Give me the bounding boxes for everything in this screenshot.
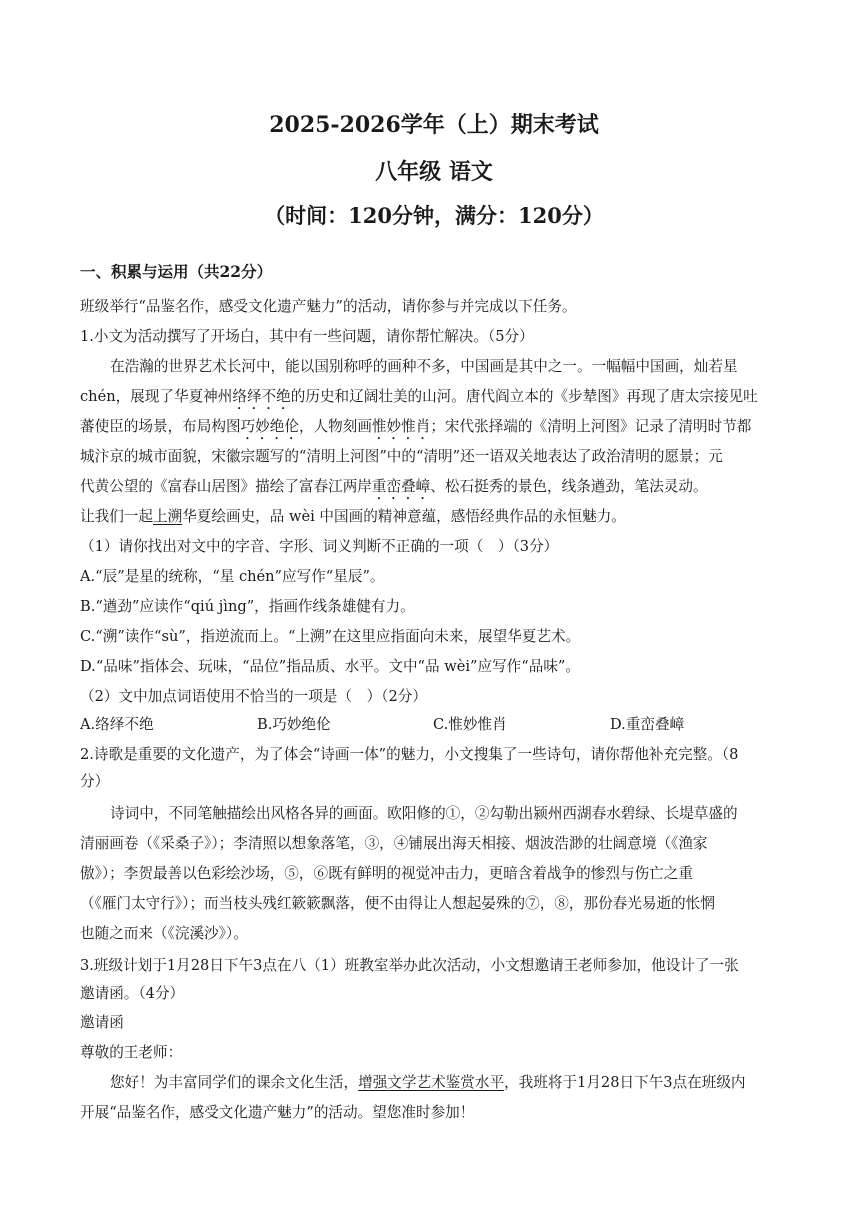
invitation-title: 邀请函 xyxy=(80,1014,124,1031)
sub-question-2-option-b: B.巧妙绝伦 xyxy=(257,716,331,733)
activity-intro: 班级举行“品鉴名作，感受文化遗产魅力”的活动，请你参与并完成以下任务。 xyxy=(80,298,577,315)
dotted-word-1: 络绎不绝 xyxy=(232,388,291,405)
invitation-body-line-1: 您好！为丰富同学们的课余文化生活，增强文学艺术鉴赏水平，我班将于1月28日下午3点在班级内 xyxy=(110,1074,746,1091)
underlined-phrase: 增强文学艺术鉴赏水平 xyxy=(358,1074,505,1091)
sub-question-1-option-a: A.“辰”是星的统称，“星 chén”应写作“星辰”。 xyxy=(80,568,385,585)
sub-question-1-stem: （1）请你找出对文中的字音、字形、词义判断不正确的一项（ ）（3分） xyxy=(80,538,559,555)
exam-title: 2025-2026学年（上）期末考试 xyxy=(269,112,599,138)
passage-line-6: 让我们一起上溯华夏绘画史，品 wèi 中国画的精神意蕴，感悟经典作品的永恒魅力。 xyxy=(80,508,626,525)
sub-question-2-option-d: D.重峦叠嶂 xyxy=(610,716,685,733)
section-heading: 一、积累与运用（共22分） xyxy=(80,262,273,281)
passage-line-1: 在浩瀚的世界艺术长河中，能以国别称呼的画种不多，中国画是其中之一。一幅幅中国画，灿若星 xyxy=(110,358,738,375)
dotted-word-3: 惟妙惟肖 xyxy=(371,418,431,435)
passage-line-3: 蕃使臣的场景，布局构图巧妙绝伦，人物刻画惟妙惟肖；宋代张择端的《清明上河图》记录了清明时节都 xyxy=(80,418,752,435)
dotted-word-4: 重峦叠嶂 xyxy=(371,478,431,495)
sub-question-1-option-c: C.“溯”读作“sù”，指逆流而上。“上溯”在这里应指面向未来，展望华夏艺术。 xyxy=(80,628,581,645)
passage-line-5: 代黄公望的《富春山居图》描绘了富春江两岸重峦叠嶂、松石挺秀的景色，线条遒劲，笔法灵动。 xyxy=(80,478,708,495)
question-3-stem-cont: 邀请函。（4分） xyxy=(80,985,185,1002)
passage-line-2: chén，展现了华夏神州络绎不绝的历史和辽阔壮美的山河。唐代阎立本的《步辇图》再现了唐太宗接见吐 xyxy=(80,388,758,405)
question-2-stem: 2.诗歌是重要的文化遗产，为了体会“诗画一体”的魅力，小文搜集了一些诗句，请你帮他补充完整。（8 xyxy=(80,746,739,763)
exam-info: （时间：120分钟，满分：120分） xyxy=(264,203,604,228)
dotted-word-2: 巧妙绝伦 xyxy=(240,418,299,435)
passage-line-4: 城汴京的城市面貌，宋徽宗题写的“清明上河图”中的“清明”还一语双关地表达了政治清明的愿景；元 xyxy=(80,448,723,465)
underlined-word: 上溯 xyxy=(152,508,183,525)
question-3-stem: 3.班级计划于1月28日下午3点在八（1）班教室举办此次活动，小文想邀请王老师参加，他设计了一张 xyxy=(80,957,739,974)
sub-question-1-option-b: B.“遒劲”应读作“qiú jìng”，指画作线条雄健有力。 xyxy=(80,598,415,615)
question-2-stem-cont: 分） xyxy=(80,773,110,790)
exam-subtitle: 八年级 语文 xyxy=(375,159,493,185)
sub-question-2-option-c: C.惟妙惟肖 xyxy=(433,716,507,733)
invitation-salutation: 尊敬的王老师： xyxy=(80,1044,183,1061)
question-1-stem: 1.小文为活动撰写了开场白，其中有一些问题，请你帮忙解决。（5分） xyxy=(80,328,534,345)
sub-question-2-option-a: A.络绎不绝 xyxy=(80,716,154,733)
sub-question-2-stem: （2）文中加点词语使用不恰当的一项是（ ）（2分） xyxy=(80,688,427,705)
poem-passage-line-1: 诗词中，不同笔触描绘出风格各异的画面。欧阳修的①，②勾勒出颍州西湖春水碧绿、长堤草盛的 xyxy=(110,805,738,822)
poem-passage-line-2: 清丽画卷（《采桑子》）；李清照以想象落笔，③，④铺展出海天相接、烟波浩渺的壮阔意境（《渔家 xyxy=(80,835,708,852)
sub-question-1-option-d: D.“品味”指体会、玩味，“品位”指品质、水平。文中“品 wèi”应写作“品味”。 xyxy=(80,658,580,675)
poem-passage-line-5: 也随之而来（《浣溪沙》）。 xyxy=(80,925,248,942)
invitation-body-line-2: 开展“品鉴名作，感受文化遗产魅力”的活动。望您准时参加！ xyxy=(80,1104,475,1121)
poem-passage-line-3: 傲》）；李贺最善以色彩绘沙场，⑤，⑥既有鲜明的视觉冲击力，更暗含着战争的惨烈与伤亡之重 xyxy=(80,865,693,882)
poem-passage-line-4: （《雁门太守行》）；而当枝头残红簌簌飘落，便不由得让人想起晏殊的⑦，⑧，那份春光易逝的怅惘 xyxy=(80,895,715,912)
